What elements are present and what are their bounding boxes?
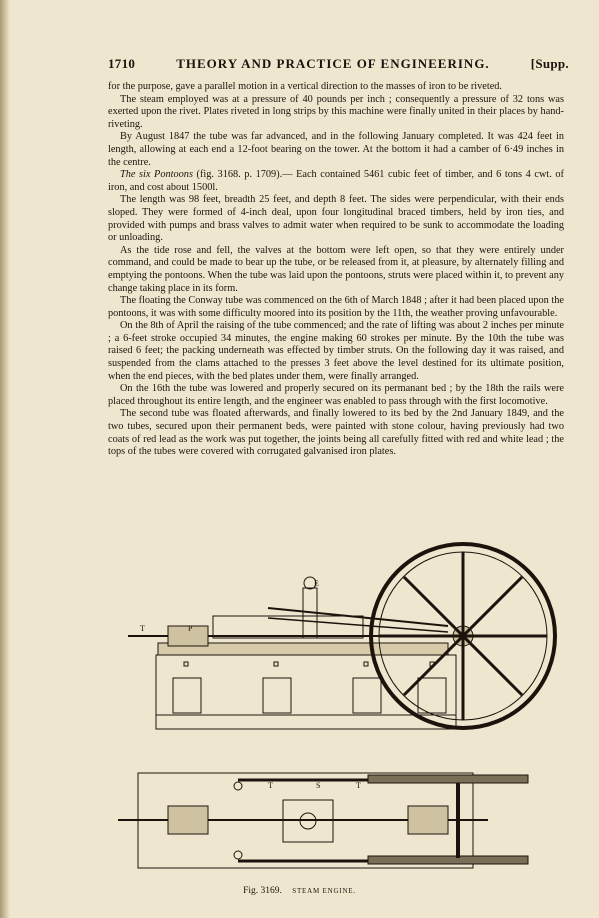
foundation-pier (418, 678, 446, 713)
foundation-pier (263, 678, 291, 713)
plan-bolt (234, 851, 242, 859)
foundation-pier (173, 678, 201, 713)
steam-engine-illustration (118, 538, 568, 878)
bolt (364, 662, 368, 666)
plan-cylinder (168, 806, 208, 834)
label-t: T (356, 781, 361, 790)
page-number: 1710 (108, 56, 136, 71)
bolt (274, 662, 278, 666)
paragraph: The second tube was floated afterwards, and finally lowered to its bed by the 2nd January 1849, and the two tubes, secured upon their permanent beds, were painted with stone colour, having previously had two coats of red lead as the work was put together, the joints being all carefully fitted with red and white lead ; the tops of the tubes were covered with corrugated galvanised iron plates. (108, 408, 564, 458)
body-text (108, 81, 564, 459)
engine-elevation (128, 544, 555, 729)
paragraph: By August 1847 the tube was far advanced, and in the following January completed. It was 424 feet in length, allowing at each end a 12-foot bearing on the tower. At the bottom it had a camber of 6·49 inches in the centre. (108, 131, 564, 168)
label-t: T (268, 781, 273, 790)
plan-labels (268, 781, 361, 790)
eccentric-rod (268, 618, 448, 632)
bolt (184, 662, 188, 666)
running-header (108, 56, 569, 76)
caption-title: STEAM ENGINE. (292, 887, 356, 895)
pontoons-reference: (fig. 3168. p. 1709).— (192, 169, 297, 181)
label-s: S (316, 781, 321, 790)
paragraph: On the 16th the tube was lowered and properly secured on its permanant bed ; by the 18th the rails were placed throughout its entire length, and the engineer was enabled to pass through with the first locomotive. (108, 383, 564, 407)
paragraph: On the 8th of April the raising of the tube commenced; and the rate of lifting was about 2 inches per minute ; a 6-feet stroke occupied 34 minutes, the engine making 60 strokes per minute. By the 10th the tube was raised 6 feet; the packing underneath was effected by timber struts. On the following day it was raised, and suspended from the clams attached to the presses 3 feet above the level destined for its ultimate position, when the end pieces, with the bed plates under them, were finally arranged. (108, 320, 564, 382)
engine-plan (118, 773, 528, 868)
paragraph: for the purpose, gave a parallel motion in a vertical direction to the masses of iron to be riveted. (108, 81, 503, 92)
paragraph: The length was 98 feet, breadth 25 feet, and depth 8 feet. The sides were perpendicular, with their ends sloped. They were formed of 4-inch deal, upon four longitudinal braced timbers, held by iron ties, and provided with pumps and brass valves to admit water when required to be sunk to accommodate the loading or unloading. (108, 194, 564, 244)
plan-flywheel-bottom (368, 856, 528, 864)
label-t: T (140, 624, 145, 633)
paragraph: As the tide rose and fell, the valves at the bottom were left open, so that they were entirely under command, and could be made to bear up the tube, or be released from it, at pleasure, by alternately filling and emptying the pontoons. When the tube was laid upon the pontoons, struts were placed within it, to prevent any change taking place in its form. (108, 244, 564, 294)
paragraph-pontoons (108, 169, 564, 194)
plan-flywheel-top (368, 775, 528, 783)
paragraph: The floating the Conway tube was commenced on the 6th of March 1848 ; after it had been placed upon the pontoons, it was with some difficulty moored into its position by the 11th, the weather proving unfavourable. (108, 295, 564, 319)
page-binding-edge (0, 0, 10, 918)
pontoons-heading: The six Pontoons (120, 169, 193, 181)
plan-bolt (234, 782, 242, 790)
label-p: P (188, 624, 193, 633)
foundation-pier (353, 678, 381, 713)
running-title: THEORY AND PRACTICE OF ENGINEERING. (176, 56, 490, 71)
caption-number: Fig. 3169. (243, 886, 282, 896)
elevation-labels (140, 579, 319, 633)
paragraph: The steam employed was at a pressure of 40 pounds per inch ; consequently a pressure of 32 tons was exerted upon the rivet. Plates riveted in long strips by this machine were finally united in their places by hand-riveting. (108, 93, 564, 130)
foundation-base (156, 715, 456, 729)
label-e: E (314, 579, 319, 588)
plan-pump (408, 806, 448, 834)
figure-caption (0, 886, 599, 896)
pontoons-body: Each contained 5461 cubic feet of timber, and 6 tons 4 cwt. of iron, and cost about 1500l. (108, 169, 564, 193)
section-marker: [Supp. (530, 56, 569, 71)
connecting-rod (268, 608, 448, 626)
